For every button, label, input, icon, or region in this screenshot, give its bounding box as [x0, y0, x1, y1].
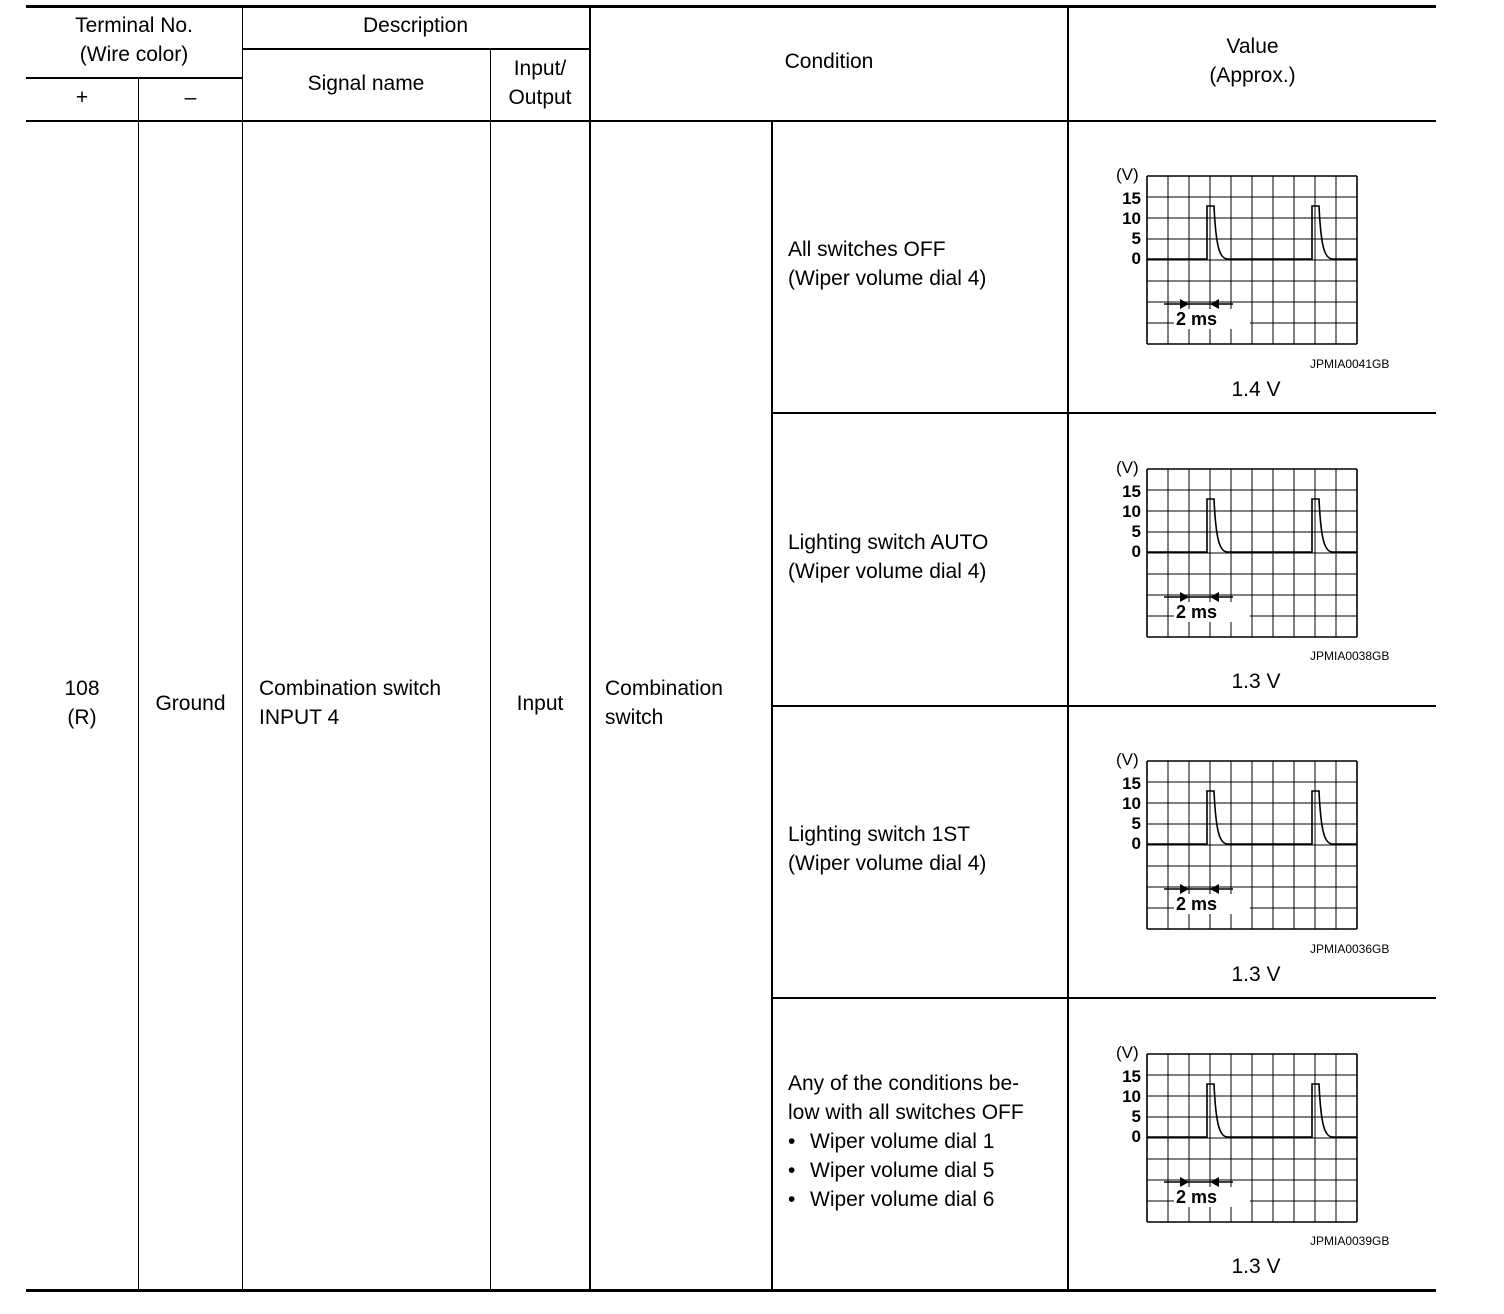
header-bottom-rule [26, 120, 1436, 122]
header-description-divider [242, 48, 589, 50]
condition-3-line2: (Wiper volume dial 4) [788, 852, 987, 875]
y-tick-label: 15 [1122, 1067, 1141, 1086]
y-tick-label: 5 [1131, 814, 1141, 833]
condition-group-line2: switch [605, 706, 664, 729]
scope-figure-1 [1112, 162, 1412, 352]
figure-id-3: JPMIA0036GB [1310, 942, 1390, 956]
condition-4-line1: Any of the conditions be- [788, 1072, 1020, 1095]
time-division-label: 2 ms [1176, 1187, 1218, 1207]
time-division-label: 2 ms [1176, 309, 1218, 329]
y-tick-label: 5 [1131, 229, 1141, 248]
y-axis-unit: (V) [1116, 1043, 1139, 1062]
condition-3-line1: Lighting switch 1ST [788, 823, 971, 846]
header-description: Description [362, 14, 469, 37]
y-tick-label: 0 [1131, 1127, 1141, 1146]
time-marker-arrow-right [1180, 592, 1189, 602]
header-terminal-divider [26, 77, 242, 79]
table-top-rule [26, 5, 1436, 8]
y-tick-label: 10 [1122, 794, 1141, 813]
header-signal-name: Signal name [307, 72, 425, 95]
time-marker-arrow-left [1210, 884, 1219, 894]
y-axis-unit: (V) [1116, 165, 1139, 184]
col-divider-condition-value [1067, 6, 1069, 1290]
bullet-text: Wiper volume dial 5 [810, 1159, 995, 1182]
y-tick-label: 10 [1122, 502, 1141, 521]
condition-1-line1: All switches OFF [788, 238, 946, 261]
scope-graph [1112, 747, 1412, 937]
y-tick-label: 0 [1131, 249, 1141, 268]
condition-group-line1: Combination [605, 677, 723, 700]
condition-4-bullet-3 [788, 1185, 994, 1214]
terminal-minus: Ground [155, 692, 226, 715]
condition-divider-3 [772, 997, 1436, 999]
value-2: 1.3 V [1231, 670, 1281, 693]
condition-1-line2: (Wiper volume dial 4) [788, 267, 987, 290]
value-3: 1.3 V [1231, 963, 1281, 986]
time-marker-arrow-left [1210, 592, 1219, 602]
header-minus: – [184, 86, 197, 109]
y-axis-unit: (V) [1116, 750, 1139, 769]
col-divider-plus-minus [138, 78, 139, 1290]
y-tick-label: 10 [1122, 209, 1141, 228]
time-marker-arrow-right [1180, 884, 1189, 894]
value-1: 1.4 V [1231, 378, 1281, 401]
header-input-output-2: Output [508, 86, 572, 109]
scope-graph [1112, 162, 1412, 352]
condition-2-line1: Lighting switch AUTO [788, 531, 989, 554]
col-divider-terminal-description [242, 6, 243, 1290]
bullet-text: Wiper volume dial 6 [810, 1188, 995, 1211]
time-marker-arrow-left [1210, 299, 1219, 309]
condition-divider-2 [772, 705, 1436, 707]
signal-name-line1: Combination switch [259, 677, 442, 700]
y-tick-label: 5 [1131, 522, 1141, 541]
figure-id-1: JPMIA0041GB [1310, 357, 1390, 371]
col-divider-condition-inner [771, 121, 773, 1290]
y-tick-label: 5 [1131, 1107, 1141, 1126]
y-tick-label: 0 [1131, 542, 1141, 561]
figure-id-4: JPMIA0039GB [1310, 1234, 1390, 1248]
time-marker-arrow-right [1180, 1177, 1189, 1187]
header-condition: Condition [784, 50, 874, 73]
header-plus: + [75, 86, 89, 109]
col-divider-description-condition [589, 6, 591, 1290]
table-bottom-rule [26, 1289, 1436, 1292]
figure-id-2: JPMIA0038GB [1310, 649, 1390, 663]
scope-graph [1112, 455, 1412, 645]
scope-figure-2 [1112, 455, 1412, 645]
header-terminal-no: Terminal No. [75, 14, 193, 37]
scope-figure-3 [1112, 747, 1412, 937]
y-tick-label: 15 [1122, 482, 1141, 501]
y-tick-label: 0 [1131, 834, 1141, 853]
condition-4-line2: low with all switches OFF [788, 1101, 1024, 1124]
y-axis-unit: (V) [1116, 458, 1139, 477]
y-tick-label: 15 [1122, 774, 1141, 793]
header-value-2: (Approx.) [1209, 64, 1296, 87]
time-division-label: 2 ms [1176, 894, 1218, 914]
y-tick-label: 10 [1122, 1087, 1141, 1106]
y-tick-label: 15 [1122, 189, 1141, 208]
scope-figure-4 [1112, 1040, 1412, 1230]
time-marker-arrow-right [1180, 299, 1189, 309]
value-4: 1.3 V [1231, 1255, 1281, 1278]
time-marker-arrow-left [1210, 1177, 1219, 1187]
terminal-wire-color: (R) [67, 706, 97, 729]
bullet-text: Wiper volume dial 1 [810, 1130, 995, 1153]
condition-4-bullet-1 [788, 1127, 994, 1156]
signal-name-line2: INPUT 4 [259, 706, 340, 729]
header-wire-color: (Wire color) [79, 43, 189, 66]
time-division-label: 2 ms [1176, 602, 1218, 622]
header-value-1: Value [1226, 35, 1279, 58]
condition-divider-1 [772, 412, 1436, 414]
terminal-plus-number: 108 [64, 677, 100, 700]
condition-4-bullet-2 [788, 1156, 994, 1185]
input-output-value: Input [516, 692, 564, 715]
header-input-output-1: Input/ [513, 57, 567, 80]
col-divider-signal-io [490, 49, 491, 1290]
scope-graph [1112, 1040, 1412, 1230]
condition-2-line2: (Wiper volume dial 4) [788, 560, 987, 583]
